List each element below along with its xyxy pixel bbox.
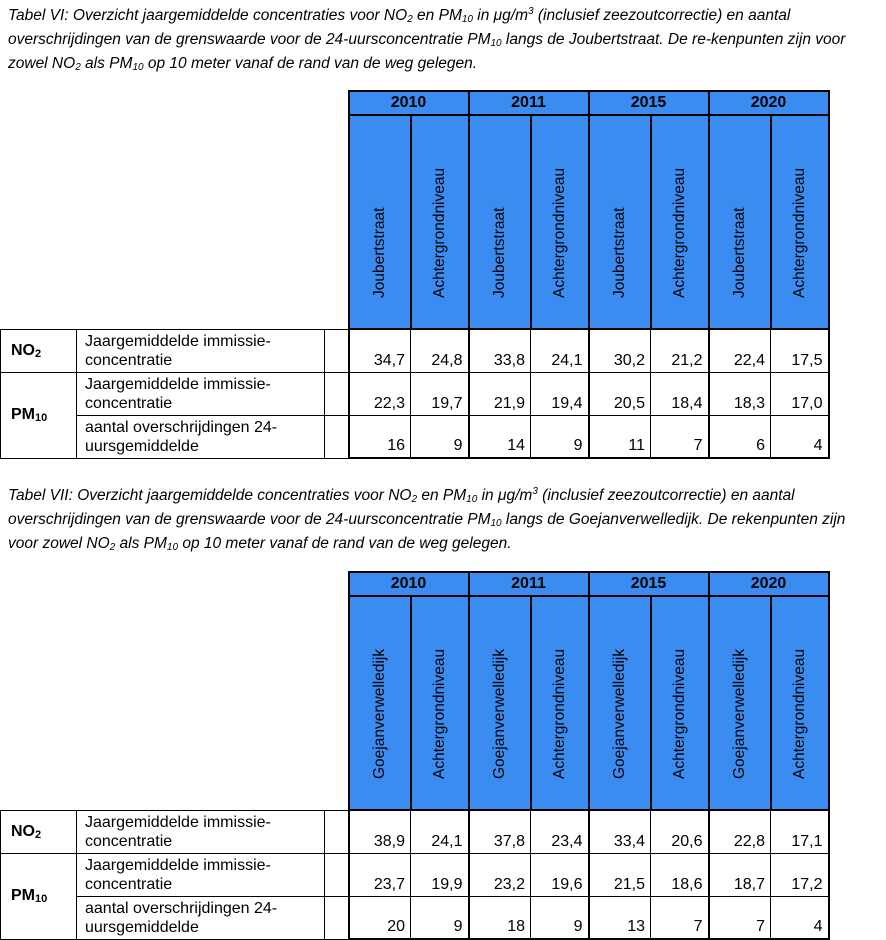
value-cell: 17,2 [771, 853, 829, 896]
caption-text: g/m [506, 487, 533, 504]
caption-text: en PM [412, 7, 462, 24]
caption-symbol: μ [497, 487, 507, 504]
spacer-cell [325, 329, 349, 372]
location-label: Achtergrondniveau [550, 648, 568, 779]
value-cell: 7 [651, 896, 709, 939]
value-cell: 18,4 [651, 372, 709, 415]
value-cell: 14 [469, 415, 531, 458]
location-label: Achtergrondniveau [670, 167, 688, 298]
pollutant-name: PM [11, 406, 35, 423]
value-cell: 9 [531, 415, 589, 458]
caption-symbol: 10 [490, 518, 502, 529]
value-cell: 4 [771, 415, 829, 458]
location-header [651, 115, 709, 329]
caption-text: langs de Goejanverwelledijk. De rekenpunten zijn voor zowel NO [8, 511, 846, 552]
year-header: 2020 [709, 91, 829, 115]
caption-text: g/m [502, 7, 529, 24]
table-row [1, 896, 829, 939]
value-cell: 16 [349, 415, 411, 458]
value-cell: 20,6 [651, 810, 709, 853]
value-cell: 11 [589, 415, 651, 458]
spacer-cell [325, 415, 349, 458]
value-cell: 7 [651, 415, 709, 458]
value-cell: 23,7 [349, 853, 411, 896]
location-header [589, 115, 651, 329]
location-header [411, 596, 469, 810]
pollutant-subscript: 10 [35, 412, 48, 424]
location-label: Achtergrondniveau [790, 648, 808, 779]
value-cell: 30,2 [589, 329, 651, 372]
value-cell: 9 [531, 896, 589, 939]
caption-symbol: 2 [407, 14, 413, 25]
value-cell: 22,8 [709, 810, 771, 853]
caption-symbol: 10 [461, 14, 473, 25]
pollutant-label [1, 810, 77, 853]
value-cell: 20 [349, 896, 411, 939]
caption-symbol: 10 [166, 542, 179, 553]
row-description: aantal overschrijdingen 24-uursgemiddelde [77, 415, 325, 458]
pollutant-subscript: 10 [35, 893, 48, 905]
caption-symbol: 10 [490, 38, 502, 49]
caption-text: Tabel VII: Overzicht jaargemiddelde concentraties voor NO [8, 487, 412, 504]
location-header [771, 596, 829, 810]
caption-text: op 10 meter vanaf de rand van de weg gelegen. [178, 535, 512, 552]
table-row [1, 329, 829, 372]
value-cell: 13 [589, 896, 651, 939]
value-cell: 37,8 [469, 810, 531, 853]
value-cell: 23,2 [469, 853, 531, 896]
value-cell: 33,8 [469, 329, 531, 372]
location-header [349, 115, 411, 329]
value-cell: 6 [709, 415, 771, 458]
header-blank [1, 91, 349, 329]
caption-symbol: 2 [75, 62, 81, 73]
table-row [1, 372, 829, 415]
data-table [0, 571, 830, 940]
location-header [709, 596, 771, 810]
caption-text: in [472, 7, 494, 24]
year-header: 2015 [589, 91, 709, 115]
location-label: Achtergrondniveau [430, 167, 448, 298]
year-header: 2020 [709, 572, 829, 596]
location-header [771, 115, 829, 329]
location-header [411, 115, 469, 329]
caption-text: langs de Joubertstraat. De re-kenpunten zijn voor zowel NO [8, 31, 846, 72]
value-cell: 22,3 [349, 372, 411, 415]
table-row [1, 853, 829, 896]
value-cell: 18,7 [709, 853, 771, 896]
caption-text: in [477, 487, 498, 504]
pollutant-name: PM [11, 887, 35, 904]
value-cell: 18 [469, 896, 531, 939]
caption-text: op 10 meter vanaf de rand van de weg gelegen. [143, 55, 478, 72]
value-cell: 19,4 [531, 372, 589, 415]
value-cell: 24,8 [411, 329, 469, 372]
row-description: Jaargemiddelde immissie-concentratie [77, 372, 325, 415]
row-description: Jaargemiddelde immissie-concentratie [77, 853, 325, 896]
table-caption [8, 4, 878, 76]
location-header [531, 115, 589, 329]
pollutant-name: NO [11, 822, 35, 840]
caption-symbol: 3 [532, 486, 538, 497]
value-cell: 20,5 [589, 372, 651, 415]
table-caption [8, 484, 878, 556]
value-cell: 22,4 [709, 329, 771, 372]
caption-text: als PM [115, 535, 167, 552]
value-cell: 9 [411, 415, 469, 458]
location-label: Joubertstraat [370, 207, 388, 298]
location-label: Goejanverwelledijk [370, 648, 388, 779]
location-label: Achtergrondniveau [790, 167, 808, 298]
location-header [651, 596, 709, 810]
value-cell: 34,7 [349, 329, 411, 372]
table-row [1, 810, 829, 853]
caption-symbol: 3 [528, 6, 534, 17]
value-cell: 21,5 [589, 853, 651, 896]
value-cell: 4 [771, 896, 829, 939]
data-table [0, 90, 830, 459]
value-cell: 24,1 [411, 810, 469, 853]
year-header: 2010 [349, 91, 469, 115]
location-header [469, 596, 531, 810]
value-cell: 19,9 [411, 853, 469, 896]
year-header: 2011 [469, 91, 589, 115]
spacer-cell [325, 810, 349, 853]
header-blank [1, 572, 349, 810]
caption-symbol: 10 [466, 494, 478, 505]
location-label: Joubertstraat [730, 207, 748, 298]
value-cell: 17,0 [771, 372, 829, 415]
value-cell: 19,7 [411, 372, 469, 415]
row-description: Jaargemiddelde immissie-concentratie [77, 810, 325, 853]
location-header [469, 115, 531, 329]
value-cell: 18,3 [709, 372, 771, 415]
location-label: Achtergrondniveau [430, 648, 448, 779]
value-cell: 21,2 [651, 329, 709, 372]
year-header: 2010 [349, 572, 469, 596]
caption-symbol: μ [493, 7, 503, 24]
value-cell: 23,4 [531, 810, 589, 853]
value-cell: 38,9 [349, 810, 411, 853]
value-cell: 17,1 [771, 810, 829, 853]
location-label: Achtergrondniveau [670, 648, 688, 779]
value-cell: 18,6 [651, 853, 709, 896]
location-header [349, 596, 411, 810]
value-cell: 17,5 [771, 329, 829, 372]
location-header [709, 115, 771, 329]
year-header: 2011 [469, 572, 589, 596]
pollutant-label [1, 329, 77, 372]
location-label: Goejanverwelledijk [610, 648, 628, 779]
pollutant-subscript: 2 [35, 828, 42, 841]
location-header [531, 596, 589, 810]
table-row [1, 415, 829, 458]
value-cell: 19,6 [531, 853, 589, 896]
value-cell: 21,9 [469, 372, 531, 415]
caption-text: als PM [80, 55, 133, 72]
value-cell: 9 [411, 896, 469, 939]
caption-symbol: 10 [132, 62, 144, 73]
value-cell: 7 [709, 896, 771, 939]
caption-text: en PM [417, 487, 467, 504]
location-header [589, 596, 651, 810]
caption-text: (inclusief zeezoutcorrectie) en aantal overschrijdingen van de grenswaarde voor de 24-uursconcentratie PM [8, 487, 795, 528]
location-label: Goejanverwelledijk [730, 648, 748, 779]
pollutant-name: NO [11, 341, 35, 359]
caption-symbol: 2 [411, 494, 418, 505]
value-cell: 33,4 [589, 810, 651, 853]
pollutant-label [1, 853, 77, 939]
pollutant-subscript: 2 [35, 347, 42, 360]
row-description: aantal overschrijdingen 24-uursgemiddelde [77, 896, 325, 939]
spacer-cell [325, 896, 349, 939]
caption-text: Tabel VI: Overzicht jaargemiddelde concentraties voor NO [8, 7, 408, 24]
year-header: 2015 [589, 572, 709, 596]
caption-text: (inclusief zeezoutcorrectie) en aantal overschrijdingen van de grenswaarde voor de 24-uursconcentratie PM [8, 7, 791, 48]
spacer-cell [325, 853, 349, 896]
location-label: Achtergrondniveau [550, 167, 568, 298]
pollutant-label [1, 372, 77, 458]
caption-symbol: 2 [109, 542, 116, 553]
location-label: Goejanverwelledijk [490, 648, 508, 779]
value-cell: 24,1 [531, 329, 589, 372]
location-label: Joubertstraat [490, 207, 508, 298]
row-description: Jaargemiddelde immissie-concentratie [77, 329, 325, 372]
spacer-cell [325, 372, 349, 415]
location-label: Joubertstraat [610, 207, 628, 298]
